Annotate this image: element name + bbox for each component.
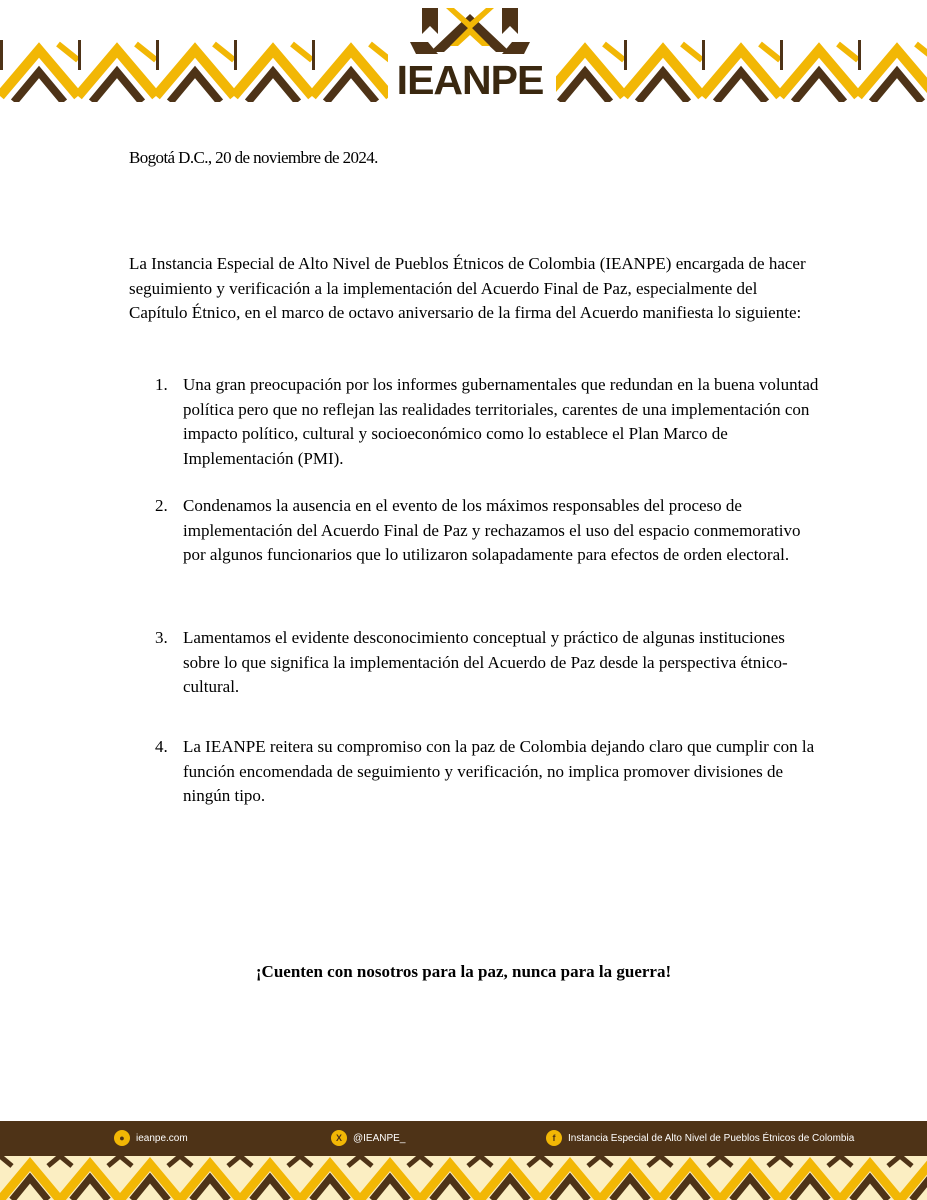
facebook-icon: f	[546, 1130, 562, 1146]
x-icon: X	[331, 1130, 347, 1146]
footer-facebook[interactable]	[546, 1128, 854, 1148]
logo-wordmark: IEANPE	[396, 57, 544, 103]
footer-website[interactable]	[114, 1128, 188, 1148]
list-item-number: 4.	[155, 737, 168, 756]
list-item-text: Lamentamos el evidente desconocimiento conceptual y práctico de algunas instituciones sobre lo que significa la implementación del Acuerdo de Paz desde la perspectiva étnico-cultural.	[183, 628, 788, 696]
footer-twitter-label: @IEANPE_	[353, 1132, 406, 1144]
letter-date: Bogotá D.C., 20 de noviembre de 2024.	[129, 148, 378, 167]
list-item-number: 2.	[155, 496, 168, 515]
ieanpe-logo-mark	[410, 4, 530, 60]
list-item-text: Una gran preocupación por los informes gubernamentales que redundan en la buena voluntad política pero que no reflejan las realidades territoriales, carentes de una implementación con impacto político, cultural y socioeconómico como lo establece el Plan Marco de Implementación (PMI).	[183, 375, 819, 468]
list-item-number: 3.	[155, 628, 168, 647]
list-item-number: 1.	[155, 375, 168, 394]
list-item-text: Condenamos la ausencia en el evento de los máximos responsables del proceso de implementación del Acuerdo Final de Paz y rechazamos el uso del espacio conmemorativo por algunos funcionarios que lo utilizaron solapadamente para efectos de orden electoral.	[183, 496, 801, 564]
closing-statement: ¡Cuenten con nosotros para la paz, nunca para la guerra!	[255, 962, 672, 981]
footer-pattern	[0, 1156, 927, 1200]
footer-zigzag-pattern	[0, 1156, 927, 1200]
footer-website-label: ieanpe.com	[136, 1132, 188, 1144]
footer-facebook-label: Instancia Especial de Alto Nivel de Pueblos Étnicos de Colombia	[568, 1132, 855, 1144]
letter-intro: La Instancia Especial de Alto Nivel de Pueblos Étnicos de Colombia (IEANPE) encargada de hacer seguimiento y verificación a la implementación del Acuerdo Final de Paz, especialmente del Capítulo Étnico, en el marco de octavo aniversario de la firma del Acuerdo manifiesta lo siguiente:	[129, 254, 806, 322]
list-item-text: La IEANPE reitera su compromiso con la paz de Colombia dejando claro que cumplir con la función encomendada de seguimiento y verificación, no implica promover divisiones de ningún tipo.	[183, 737, 815, 805]
footer-twitter[interactable]	[331, 1128, 405, 1148]
globe-icon: ●	[114, 1130, 130, 1146]
